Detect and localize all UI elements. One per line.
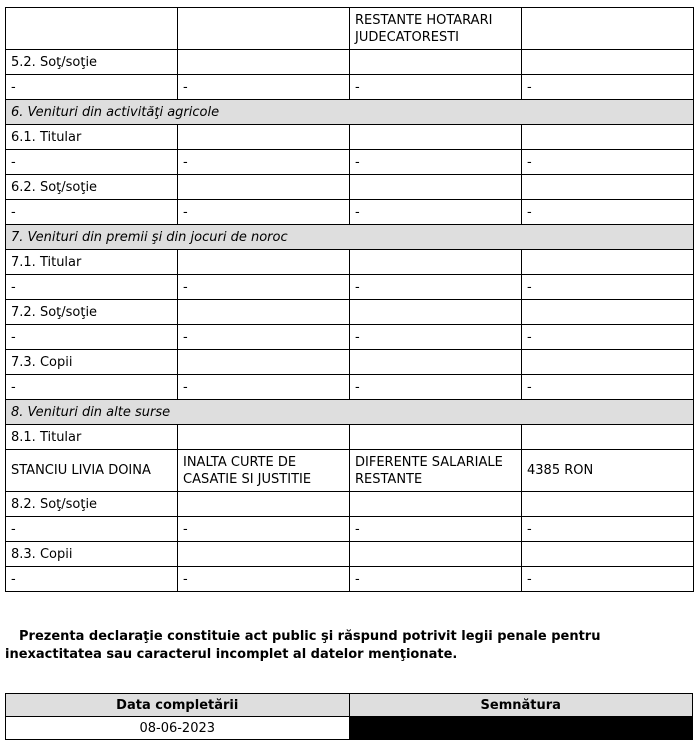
table-row (6, 8, 694, 50)
table-cell (178, 300, 350, 325)
section-title: 7. Venituri din premii şi din jocuri de noroc (6, 225, 694, 250)
table-row (6, 200, 694, 225)
table-row (6, 275, 694, 300)
subsection-label: 8.2. Soţ/soţie (6, 492, 178, 517)
table-cell (350, 175, 522, 200)
table-row (6, 175, 694, 200)
table-cell: - (6, 567, 178, 592)
table-cell: - (178, 325, 350, 350)
table-cell: - (350, 275, 522, 300)
table-row (6, 425, 694, 450)
subsection-label: 6.1. Titular (6, 125, 178, 150)
table-row (6, 350, 694, 375)
section-header (6, 400, 694, 425)
table-cell: - (178, 150, 350, 175)
table-cell: - (178, 567, 350, 592)
table-cell (178, 8, 350, 50)
table-cell (522, 425, 694, 450)
legal-statement: Prezenta declaraţie constituie act public şi răspund potrivit legii penale pentru inexactitatea sau caracterul incomplet al datelor menţionate. (5, 629, 601, 662)
table-cell (522, 8, 694, 50)
table-cell (522, 125, 694, 150)
table-cell (522, 350, 694, 375)
redacted-signature (349, 717, 693, 740)
table-cell: - (522, 200, 694, 225)
table-cell (178, 175, 350, 200)
signature-table (5, 693, 693, 740)
table-cell: - (350, 375, 522, 400)
table-row (6, 542, 694, 567)
table-cell (6, 8, 178, 50)
table-cell: - (178, 75, 350, 100)
table-cell: - (350, 567, 522, 592)
subsection-label: 8.3. Copii (6, 542, 178, 567)
table-cell (178, 50, 350, 75)
table-cell: - (6, 200, 178, 225)
table-cell (522, 50, 694, 75)
table-cell (350, 125, 522, 150)
table-cell (178, 350, 350, 375)
table-cell (522, 542, 694, 567)
table-cell: - (6, 75, 178, 100)
table-cell: - (6, 275, 178, 300)
table-cell (350, 350, 522, 375)
table-cell: - (522, 275, 694, 300)
table-cell: - (522, 517, 694, 542)
table-cell (350, 492, 522, 517)
signature-label: Semnătura (349, 694, 693, 717)
table-cell (178, 125, 350, 150)
section-title: 8. Venituri din alte surse (6, 400, 694, 425)
table-cell (350, 300, 522, 325)
table-cell (178, 250, 350, 275)
table-row (6, 75, 694, 100)
section-title: 6. Venituri din activităţi agricole (6, 100, 694, 125)
table-row (6, 125, 694, 150)
holder-name: STANCIU LIVIA DOINA (6, 450, 178, 492)
subsection-label: 7.2. Soţ/soţie (6, 300, 178, 325)
subsection-label: 7.3. Copii (6, 350, 178, 375)
table-cell (522, 300, 694, 325)
table-cell: - (178, 275, 350, 300)
signature-value-row (6, 717, 693, 740)
table-cell: - (6, 150, 178, 175)
table-cell: - (522, 375, 694, 400)
table-cell (350, 542, 522, 567)
table-cell (522, 175, 694, 200)
table-cell (178, 492, 350, 517)
table-cell: - (178, 517, 350, 542)
income-table (5, 7, 694, 592)
table-row (6, 567, 694, 592)
table-cell: - (6, 375, 178, 400)
table-cell: - (350, 325, 522, 350)
table-row (6, 300, 694, 325)
table-cell: - (178, 375, 350, 400)
income-source: INALTA CURTE DE CASATIE SI JUSTITIE (178, 450, 350, 492)
table-cell: - (350, 517, 522, 542)
subsection-label: 6.2. Soţ/soţie (6, 175, 178, 200)
section-header (6, 100, 694, 125)
table-cell (522, 250, 694, 275)
table-row (6, 150, 694, 175)
table-cell: - (178, 200, 350, 225)
signature-header-row (6, 694, 693, 717)
table-cell: - (350, 200, 522, 225)
table-cell (178, 425, 350, 450)
income-service: DIFERENTE SALARIALE RESTANTE (350, 450, 522, 492)
table-row (6, 250, 694, 275)
table-row (6, 517, 694, 542)
table-row (6, 492, 694, 517)
date-value: 08-06-2023 (6, 717, 350, 740)
section-header (6, 225, 694, 250)
table-cell: - (350, 75, 522, 100)
table-row (6, 50, 694, 75)
table-cell: - (6, 517, 178, 542)
table-row (6, 450, 694, 492)
table-cell (350, 250, 522, 275)
table-cell (350, 425, 522, 450)
table-cell: - (522, 567, 694, 592)
table-cell (178, 542, 350, 567)
table-cell (350, 50, 522, 75)
table-cell: - (522, 325, 694, 350)
date-label: Data completării (6, 694, 350, 717)
table-cell (522, 492, 694, 517)
subsection-label: 5.2. Soţ/soţie (6, 50, 178, 75)
table-cell: - (350, 150, 522, 175)
table-cell: - (522, 75, 694, 100)
table-cell: - (6, 325, 178, 350)
table-cell: RESTANTE HOTARARI JUDECATORESTI (350, 8, 522, 50)
income-amount: 4385 RON (522, 450, 694, 492)
table-row (6, 325, 694, 350)
subsection-label: 7.1. Titular (6, 250, 178, 275)
table-cell: - (522, 150, 694, 175)
table-row (6, 375, 694, 400)
subsection-label: 8.1. Titular (6, 425, 178, 450)
